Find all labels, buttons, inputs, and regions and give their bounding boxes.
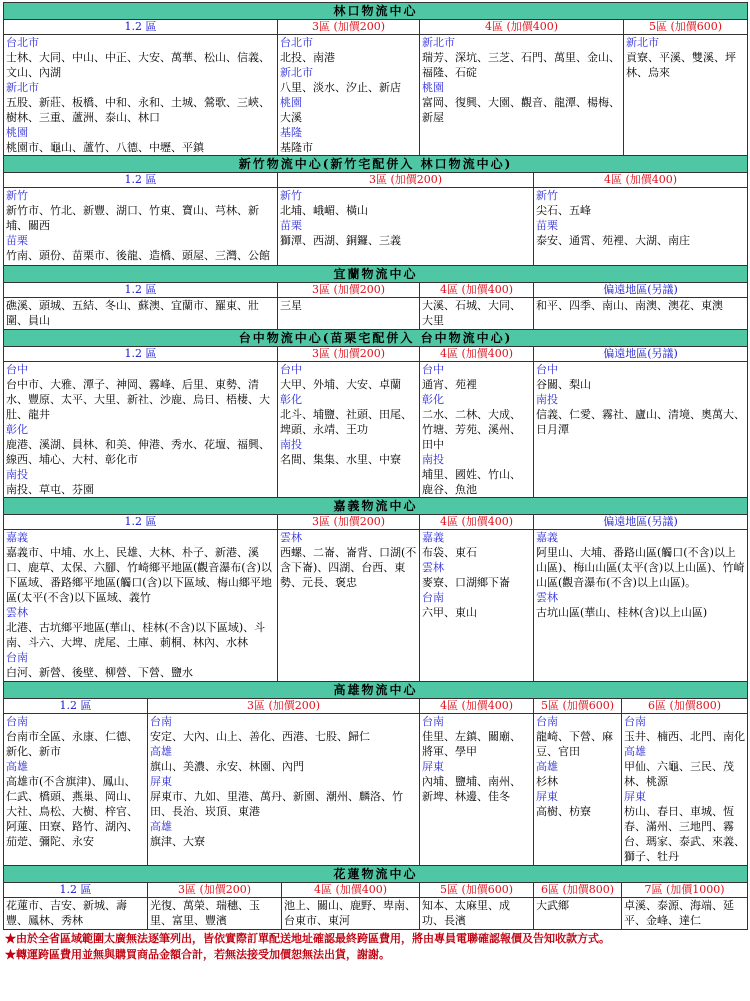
zone-cell: [534, 188, 748, 266]
zone-header: 5區 (加價600): [624, 20, 748, 35]
region-label: 新北市: [280, 66, 313, 79]
zone-header: 6區 (加價800): [622, 699, 748, 714]
district-list: 尖石、五峰: [536, 204, 591, 217]
district-list: 通宵、苑裡: [422, 378, 477, 391]
zone-header: 1.2 區: [4, 173, 278, 188]
district-list: 龍崎、下營、麻豆、官田: [536, 730, 613, 758]
district-list: 二水、二林、大成、竹塘、芳苑、溪州、田中: [422, 408, 521, 451]
zone-header: 7區 (加價1000): [622, 883, 748, 898]
district-list: 桃園市、龜山、蘆竹、八德、中壢、平鎮: [6, 141, 204, 154]
region-label: 台南: [422, 715, 444, 728]
region-label: 台中: [536, 363, 558, 376]
district-list: 三星: [280, 299, 302, 312]
region-label: 雲林: [6, 606, 28, 619]
zone-header: 5區 (加價600): [534, 699, 622, 714]
zone-cell: [4, 898, 148, 930]
district-list: 竹南、頭份、苗栗市、後龍、造橋、頭屋、三灣、公館: [6, 249, 270, 262]
zone-cell: [4, 530, 278, 682]
section-title: 高雄物流中心: [4, 682, 748, 699]
district-list: 麥寮、口湖鄉下崙: [422, 576, 510, 589]
zone-header: 4區 (加價400): [282, 883, 420, 898]
zone-cell: [420, 35, 624, 156]
district-list: 大武鄉: [536, 899, 569, 912]
section-title: 嘉義物流中心: [4, 498, 748, 515]
zone-cell: [534, 714, 622, 866]
section-hualien: [3, 865, 748, 930]
district-list: 獅潭、西湖、銅鑼、三義: [280, 234, 401, 247]
region-label: 新竹: [280, 189, 302, 202]
district-list: 高樹、枋寮: [536, 805, 591, 818]
district-list: 谷關、梨山: [536, 378, 591, 391]
district-list: 大溪、石城、大同、大里: [422, 299, 521, 327]
district-list: 泰安、通霄、苑裡、大湖、南庄: [536, 234, 690, 247]
district-list: 屏東市、九如、里港、萬丹、新園、潮州、麟洛、竹田、長治、崁頂、東港: [150, 790, 403, 818]
region-label: 苗栗: [280, 219, 302, 232]
region-label: 屏東: [422, 760, 444, 773]
zone-cell: [624, 35, 748, 156]
zone-cell: [148, 714, 420, 866]
district-list: 嘉義市、中埔、水上、民雄、大林、朴子、新港、溪口、鹿草、太保、六腳、竹崎鄉平地區(觀音瀑布(含)以下區域、番路鄉平地區(觸口(含)以下區域、梅山鄉平地區(太平(不含)以下區域、義竹: [6, 546, 272, 604]
region-label: 高雄: [536, 760, 558, 773]
region-label: 高雄: [150, 745, 172, 758]
footnote: ★由於全省區域範圍太廣無法逐筆列出，皆依實際訂單配送地址確認最終跨區費用，將由專員電聯確認報價及告知收款方式。: [5, 932, 610, 945]
region-label: 彰化: [422, 393, 444, 406]
section-title: 花蓮物流中心: [4, 866, 748, 883]
district-list: 白河、新營、後壁、柳營、下營、鹽水: [6, 666, 193, 679]
district-list: 花蓮市、吉安、新城、壽豐、鳳林、秀林: [6, 899, 127, 927]
zone-header: 3區 (加價200): [278, 20, 420, 35]
district-list: 五股、新莊、板橋、中和、永和、土城、鶯歌、三峽、樹林、三重、蘆洲、泰山、林口: [6, 96, 270, 124]
section-linkou: [3, 2, 748, 156]
district-list: 池上、關山、鹿野、卑南、台東市、東河: [284, 899, 416, 927]
region-label: 新竹: [536, 189, 558, 202]
region-label: 高雄: [6, 760, 28, 773]
zone-header: 1.2 區: [4, 883, 148, 898]
district-list: 杉林: [536, 775, 558, 788]
district-list: 古坑山區(華山、桂林(含)以上山區): [536, 606, 708, 619]
region-label: 南投: [6, 468, 28, 481]
district-list: 八里、淡水、汐止、新店: [280, 81, 401, 94]
region-label: 南投: [280, 438, 302, 451]
region-label: 新北市: [6, 81, 39, 94]
district-list: 高雄市(不含旗津)、鳳山、仁武、橋頭、燕巢、岡山、大社、鳥松、大樹、梓官、阿蓮、田寮、路竹、湖內、茄萣、彌陀、永安: [6, 775, 138, 848]
region-label: 台北市: [280, 36, 313, 49]
zone-cell: [534, 898, 622, 930]
region-label: 台中: [280, 363, 302, 376]
district-list: 礁溪、頭城、五結、冬山、蘇澳、宜蘭市、羅東、壯圍、員山: [6, 299, 259, 327]
district-list: 安定、大內、山上、善化、西港、七股、歸仁: [150, 730, 370, 743]
zone-cell: [534, 298, 748, 330]
shipping-zone-table: [3, 2, 747, 962]
region-label: 嘉義: [6, 531, 28, 544]
district-list: 大甲、外埔、大安、卓蘭: [280, 378, 401, 391]
section-chiayi: [3, 497, 748, 682]
section-hsinchu: [3, 155, 748, 266]
region-label: 台南: [6, 651, 28, 664]
zone-cell: [4, 362, 278, 498]
section-title: 宜蘭物流中心: [4, 266, 748, 283]
zone-cell: [282, 898, 420, 930]
region-label: 苗栗: [6, 234, 28, 247]
region-label: 台南: [6, 715, 28, 728]
district-list: 士林、大同、中山、中正、大安、萬華、松山、信義、文山、內湖: [6, 51, 270, 79]
zone-cell: [4, 188, 278, 266]
region-label: 基隆: [280, 126, 302, 139]
zone-cell: [278, 298, 420, 330]
zone-header: 4區 (加價400): [420, 20, 624, 35]
district-list: 富岡、復興、大園、觀音、龍潭、楊梅、新屋: [422, 96, 620, 124]
zone-cell: [534, 362, 748, 498]
zone-cell: [420, 362, 534, 498]
section-title: 台中物流中心(苗栗宅配併入 台中物流中心): [4, 330, 748, 347]
district-list: 旗山、美濃、永安、林園、內門: [150, 760, 304, 773]
zone-cell: [4, 298, 278, 330]
region-label: 台中: [6, 363, 28, 376]
region-label: 雲林: [280, 531, 302, 544]
zone-cell: [420, 898, 534, 930]
zone-cell: [622, 714, 748, 866]
zone-header: 偏遠地區(另議): [534, 347, 748, 362]
district-list: 北港、古坑鄉平地區(華山、桂林(不含)以下區域)、斗南、斗六、大埤、虎尾、土庫、莿桐、林內、水林: [6, 621, 266, 649]
district-list: 布袋、東石: [422, 546, 477, 559]
region-label: 彰化: [6, 423, 28, 436]
district-list: 佳里、左鎮、關廟、將軍、學甲: [422, 730, 521, 758]
district-list: 埔里、國姓、竹山、鹿谷、魚池: [422, 468, 521, 496]
district-list: 新竹市、竹北、新豐、湖口、竹東、寶山、芎林、新埔、關西: [6, 204, 259, 232]
district-list: 光復、萬榮、瑞穗、玉里、富里、豐濱: [150, 899, 260, 927]
district-list: 台中市、大雅、潭子、神岡、霧峰、后里、東勢、清水、豐原、太平、大里、新社、沙鹿、烏日、梧棲、大肚、龍井: [6, 378, 270, 421]
district-list: 鹿港、溪湖、員林、和美、伸港、秀水、花壇、福興、線西、埔心、大村、彰化市: [6, 438, 270, 466]
zone-cell: [534, 530, 748, 682]
zone-header: 1.2 區: [4, 20, 278, 35]
region-label: 台中: [422, 363, 444, 376]
district-list: 台南市全區、永康、仁德、新化、新市: [6, 730, 138, 758]
region-label: 台南: [150, 715, 172, 728]
zone-header: 3區 (加價200): [148, 699, 420, 714]
region-label: 苗栗: [536, 219, 558, 232]
district-list: 北埔、峨嵋、橫山: [280, 204, 368, 217]
region-label: 屏東: [536, 790, 558, 803]
region-label: 南投: [536, 393, 558, 406]
district-list: 阿里山、大埔、番路山區(觸口(不含)以上山區)、梅山山區(太平(含)以上山區)、竹崎山區(觀音瀑布(不含)以上山區)。: [536, 546, 745, 589]
region-label: 彰化: [280, 393, 302, 406]
section-kaohsiung: [3, 681, 748, 866]
region-label: 台北市: [6, 36, 39, 49]
zone-header: 1.2 區: [4, 283, 278, 298]
district-list: 西螺、二崙、崙背、口湖(不含下崙)、四湖、台西、東勢、元長、褒忠: [280, 546, 417, 589]
zone-header: 3區 (加價200): [278, 347, 420, 362]
zone-header: 5區 (加價600): [420, 883, 534, 898]
district-list: 六甲、東山: [422, 606, 477, 619]
zone-cell: [278, 530, 420, 682]
district-list: 和平、四季、南山、南澳、澳花、東澳: [536, 299, 723, 312]
section-yilan: [3, 265, 748, 330]
region-label: 高雄: [150, 820, 172, 833]
zone-cell: [4, 714, 148, 866]
region-label: 台南: [422, 591, 444, 604]
zone-header: 1.2 區: [4, 515, 278, 530]
region-label: 桃園: [422, 81, 444, 94]
district-list: 基隆市: [280, 141, 313, 154]
zone-cell: [278, 35, 420, 156]
zone-header: 1.2 區: [4, 347, 278, 362]
zone-cell: [420, 298, 534, 330]
zone-header: 4區 (加價400): [420, 515, 534, 530]
zone-cell: [278, 188, 534, 266]
district-list: 大溪: [280, 111, 302, 124]
district-list: 玉井、楠西、北門、南化: [624, 730, 745, 743]
district-list: 甲仙、六龜、三民、茂林、桃源: [624, 760, 734, 788]
zone-header: 4區 (加價400): [420, 283, 534, 298]
district-list: 信義、仁愛、霧社、廬山、清境、奧萬大、日月潭: [536, 408, 745, 436]
zone-cell: [4, 35, 278, 156]
zone-header: 4區 (加價400): [534, 173, 748, 188]
district-list: 名間、集集、水里、中寮: [280, 453, 401, 466]
district-list: 卓溪、泰源、海端、延平、金峰、達仁: [624, 899, 734, 927]
district-list: 瑞芳、深坑、三芝、石門、萬里、金山、福隆、石碇: [422, 51, 620, 79]
zone-header: 4區 (加價400): [420, 347, 534, 362]
zone-cell: [148, 898, 282, 930]
district-list: 貢寮、平溪、雙溪、坪林、烏來: [626, 51, 736, 79]
district-list: 枋山、春日、車城、恆春、滿州、三地門、霧台、瑪家、泰武、來義、獅子、牡丹: [624, 805, 745, 863]
zone-header: 3區 (加價200): [278, 283, 420, 298]
region-label: 高雄: [624, 745, 646, 758]
region-label: 雲林: [422, 561, 444, 574]
zone-header: 4區 (加價400): [420, 699, 534, 714]
zone-header: 3區 (加價200): [278, 515, 420, 530]
footnote: ★轉運跨區費用並無與購買商品金額合計，若無法接受加價恕無法出貨，謝謝。: [5, 948, 390, 961]
region-label: 台南: [536, 715, 558, 728]
zone-header: 6區 (加價800): [534, 883, 622, 898]
region-label: 嘉義: [422, 531, 444, 544]
region-label: 新北市: [422, 36, 455, 49]
district-list: 南投、草屯、芬園: [6, 483, 94, 496]
district-list: 內埔、鹽埔、南州、新埤、林邊、佳冬: [422, 775, 521, 803]
region-label: 屏東: [624, 790, 646, 803]
zone-header: 3區 (加價200): [148, 883, 282, 898]
region-label: 新北市: [626, 36, 659, 49]
section-title: 林口物流中心: [4, 3, 748, 20]
section-taichung: [3, 329, 748, 498]
district-list: 旗津、大寮: [150, 835, 205, 848]
region-label: 新竹: [6, 189, 28, 202]
region-label: 南投: [422, 453, 444, 466]
zone-header: 3區 (加價200): [278, 173, 534, 188]
district-list: 北投、南港: [280, 51, 335, 64]
zone-cell: [278, 362, 420, 498]
zone-cell: [420, 714, 534, 866]
zone-cell: [622, 898, 748, 930]
region-label: 屏東: [150, 775, 172, 788]
region-label: 台南: [624, 715, 646, 728]
region-label: 嘉義: [536, 531, 558, 544]
region-label: 桃園: [280, 96, 302, 109]
zone-header: 1.2 區: [4, 699, 148, 714]
zone-header: 偏遠地區(另議): [534, 515, 748, 530]
region-label: 桃園: [6, 126, 28, 139]
district-list: 北斗、埔鹽、社頭、田尾、埤頭、永靖、王功: [280, 408, 412, 436]
section-title: 新竹物流中心(新竹宅配併入 林口物流中心): [4, 156, 748, 173]
zone-header: 偏遠地區(另議): [534, 283, 748, 298]
district-list: 知本、太麻里、成功、長濱: [422, 899, 510, 927]
region-label: 雲林: [536, 591, 558, 604]
zone-cell: [420, 530, 534, 682]
